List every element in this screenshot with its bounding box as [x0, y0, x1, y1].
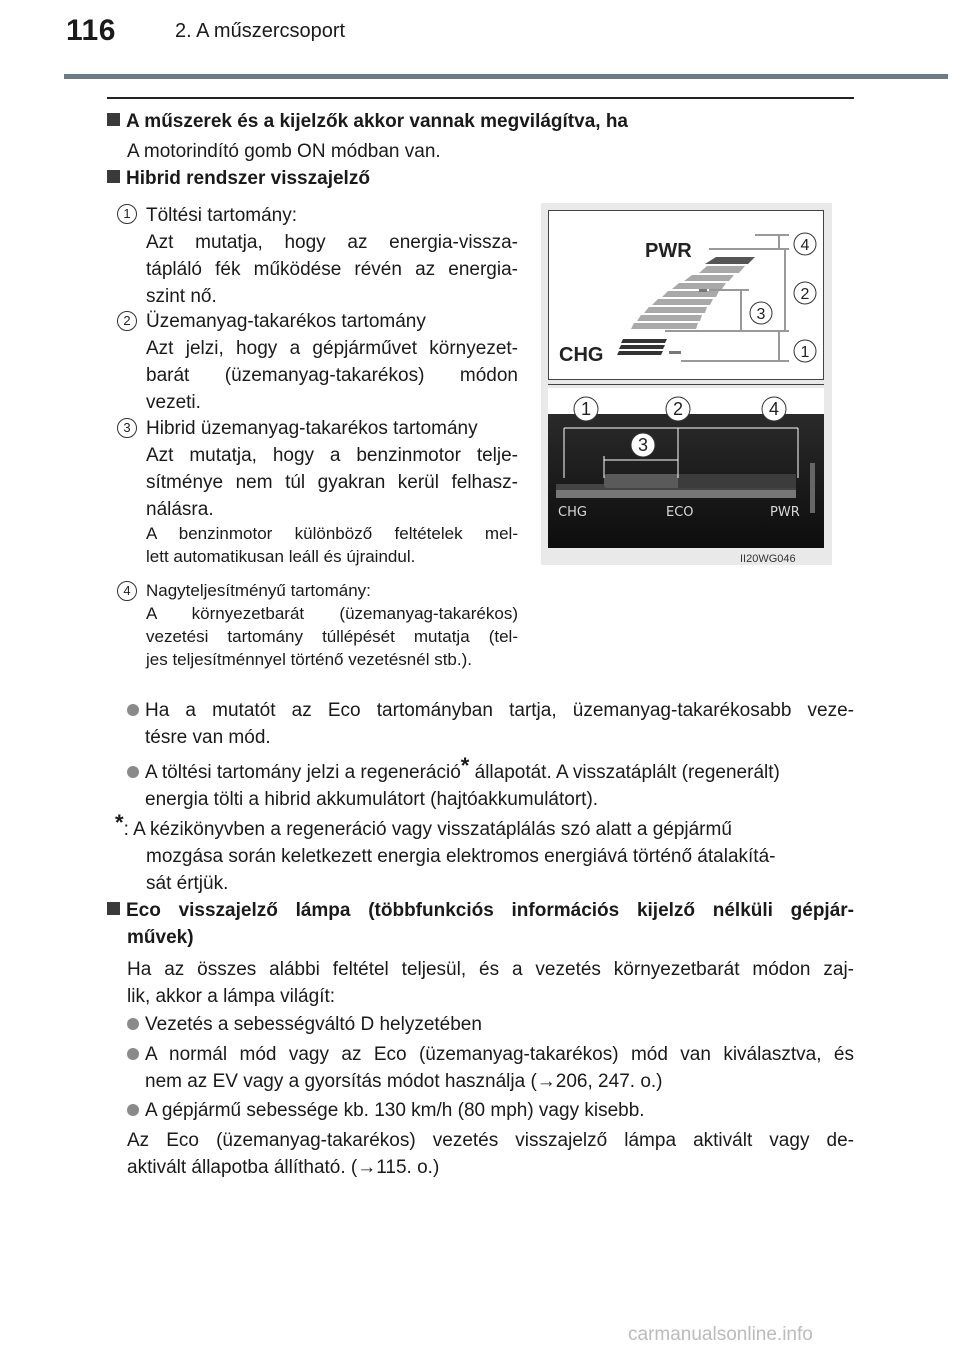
footnote: *: A kézikönyvben a regeneráció vagy visszatáplálás szó alatt a gépjármű mozgása során keletkezett energia elektromos energiává történő átalakítá- sát értjük.	[115, 810, 776, 894]
bar-chg-label: CHG	[558, 505, 587, 520]
section3-intro: Ha az összes alábbi feltétel teljesül, és a vezetés környezetbarát módon zaj- lik, akkor a lámpa világít:	[127, 959, 854, 1007]
bullet-icon	[127, 1104, 139, 1116]
section1-text: A motorindító gomb ON módban van.	[127, 141, 441, 162]
bullet-speed: A gépjármű sebessége kb. 130 km/h (80 mph) vagy kisebb.	[127, 1097, 645, 1124]
page-number: 116	[66, 14, 116, 47]
square-bullet-icon	[107, 902, 120, 915]
section3-heading: Eco visszajelző lámpa (többfunkciós információs kijelző nélküli gépjár- művek)	[107, 897, 854, 951]
figure-divider	[548, 384, 824, 385]
square-bullet-icon	[107, 170, 120, 183]
bullet-icon	[127, 766, 139, 778]
item1-number: 1	[117, 204, 137, 224]
item3-text: Hibrid üzemanyag-takarékos tartomány Azt mutatja, hogy a benzinmotor telje- sítménye nem túl gyakran kerül felhasz- nálásra.	[146, 418, 518, 520]
callout-1: 1	[800, 344, 810, 361]
item4-text: Nagyteljesítményű tartomány: A környezetbarát (üzemanyag-takarékos) vezetési tartomány túllépését mutatja (tel- jes teljesítménnyel történő vezetésnél stb.).	[146, 581, 518, 669]
callout-3: 3	[756, 306, 766, 323]
bar-pwr-label: PWR	[770, 505, 800, 520]
hybrid-bar-diagram	[548, 388, 824, 548]
watermark: carmanualsonline.info	[628, 1324, 813, 1345]
callout-4: 4	[800, 237, 810, 254]
engine-note: A benzinmotor különböző feltételek mel- lett automatikusan leáll és újraindul.	[146, 524, 518, 566]
bullet-regen: A töltési tartomány jelzi a regeneráció* állapotát. A visszatáplált (regenerált) energia tölti a hibrid akkumulátort (hajtóakkumulátort).	[127, 752, 854, 813]
bar-callout-1: 1	[580, 399, 592, 419]
bar-callout-2: 2	[672, 399, 684, 419]
pwr-label: PWR	[645, 240, 692, 262]
bullet-eco: Ha a mutatót az Eco tartományban tartja, üzemanyag-takarékosabb veze- tésre van mód.	[127, 697, 854, 751]
bar-callout-3: 3	[637, 435, 649, 455]
chg-label: CHG	[559, 344, 604, 366]
hybrid-gauge-svg	[549, 211, 823, 379]
bar-eco-label: ECO	[666, 505, 694, 520]
bullet-icon	[127, 704, 139, 716]
section3-outro: Az Eco (üzemanyag-takarékos) vezetés visszajelző lámpa aktivált vagy de- aktivált állapotba állítható. (→115. o.)	[127, 1130, 854, 1178]
section1-heading: A műszerek és a kijelzők akkor vannak megvilágítva, ha	[107, 108, 628, 135]
bullet-mode: A normál mód vagy az Eco (üzemanyag-takarékos) mód van kiválasztva, és nem az EV vagy a gyorsítás módot használja (→206, 247. o.)	[127, 1041, 854, 1095]
item2-text: Üzemanyag-takarékos tartomány Azt jelzi, hogy a gépjárművet környezet- barát (üzemanyag-takarékos) módon vezeti.	[146, 311, 518, 413]
bullet-gear-d: Vezetés a sebességváltó D helyzetében	[127, 1011, 482, 1038]
callout-2: 2	[800, 286, 810, 303]
bullet-icon	[127, 1048, 139, 1060]
bar-callout-4: 4	[768, 399, 780, 419]
bullet-icon	[127, 1018, 139, 1030]
hybrid-gauge-diagram	[548, 210, 824, 380]
item2-number: 2	[117, 311, 137, 331]
square-bullet-icon	[107, 113, 120, 126]
chapter-title: 2. A műszercsoport	[175, 20, 346, 42]
hybrid-bar-svg	[548, 388, 824, 548]
section2-heading: Hibrid rendszer visszajelző	[107, 165, 370, 192]
figure-code: II20WG046	[740, 553, 796, 565]
item1-text: Töltési tartomány: Azt mutatja, hogy az energia-vissza- tápláló fék működése révén az energia- szint nő.	[146, 205, 518, 307]
item4-number: 4	[117, 581, 137, 601]
section-rule	[107, 97, 854, 99]
item3-number: 3	[117, 418, 137, 438]
header-rule	[64, 74, 948, 79]
